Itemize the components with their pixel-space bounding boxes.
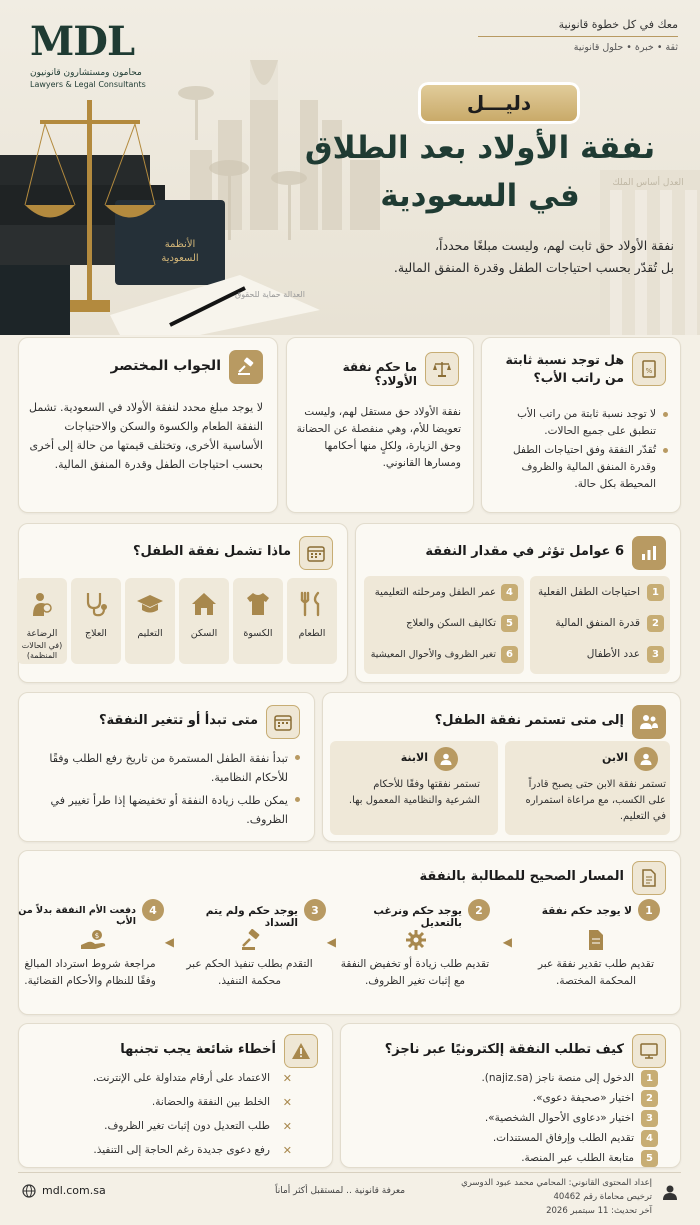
path-step-body: مراجعة شروط استرداد المبالغ وفقًا للنظام والأحكام القضائية. xyxy=(24,958,156,987)
category-food xyxy=(287,578,337,664)
factor-label: عدد الأطفال xyxy=(586,648,640,660)
hero-desc-line1: نفقة الأولاد حق ثابت لهم، وليست مبلغًا محدداً، xyxy=(435,238,674,253)
ruling-title: ما حكم نفقة الأولاد؟ xyxy=(342,360,417,388)
najiz-step-num: 3 xyxy=(641,1110,658,1127)
short-answer-card xyxy=(18,337,278,513)
includes-title: ماذا تشمل نفقة الطفل؟ xyxy=(132,544,291,559)
footer-license: ترخيص محاماة رقم 40462 xyxy=(553,1192,652,1202)
globe-icon xyxy=(22,1184,36,1198)
x-icon: ✕ xyxy=(282,1096,292,1109)
path-step-body: تقديم طلب زيادة أو تخفيض النفقة مع إثبات تغير الظروف. xyxy=(340,958,490,987)
path-title: المسار الصحيح للمطالبة بالنفقة xyxy=(419,869,624,884)
graduation-cap-icon xyxy=(136,590,164,618)
daughter-title: الابنة xyxy=(400,751,428,764)
tagline-divider xyxy=(478,36,678,37)
category-label: السكن xyxy=(190,628,218,639)
guide-badge xyxy=(418,82,580,124)
fixed-bullet-2: تُقدّر النفقة وفق احتياجات الطفل وقدرة المنفق المالية والظروف المحيطة بكل حالة. xyxy=(490,442,668,493)
start-title: متى تبدأ أو تتغير النفقة؟ xyxy=(98,713,258,728)
tagline-sub: ثقة • خبرة • حلول قانونية xyxy=(573,42,678,53)
footer-divider xyxy=(18,1172,681,1173)
najiz-step-label: اختيار «دعاوى الأحوال الشخصية». xyxy=(484,1112,634,1124)
gavel-icon xyxy=(240,929,262,951)
stethoscope-icon xyxy=(82,590,110,618)
factor-label: تكاليف السكن والعلاج xyxy=(406,618,496,629)
arrow-icon: ◀ xyxy=(326,935,336,949)
hero-title-line2: في السعودية xyxy=(380,178,580,214)
son-avatar-icon xyxy=(634,747,658,771)
factor-num: 1 xyxy=(647,584,664,601)
ruling-card xyxy=(286,337,474,513)
hero-title-line1: نفقة الأولاد بعد الطلاق xyxy=(304,130,656,166)
path-step-title: دفعت الأم النفقة بدلاً من الأب xyxy=(18,905,136,927)
factor-num: 3 xyxy=(647,646,664,663)
najiz-step-label: متابعة الطلب عبر المنصة. xyxy=(521,1152,634,1164)
monitor-icon xyxy=(632,1034,666,1068)
category-medical xyxy=(71,578,121,664)
najiz-step-label: تقديم الطلب وإرفاق المستندات. xyxy=(492,1132,634,1144)
category-label: العلاج xyxy=(85,628,107,639)
warning-icon xyxy=(284,1034,318,1068)
footer-author: إعداد المحتوى القانوني: المحامي محمد عبود الدوسري xyxy=(461,1178,652,1188)
mistakes-title: أخطاء شائعة يجب تجنبها xyxy=(120,1042,276,1057)
document-icon xyxy=(632,861,666,895)
factor-label: تغير الظروف والأحوال المعيشية xyxy=(370,649,496,660)
fixed-title-2: من راتب الأب؟ xyxy=(533,370,624,385)
start-bullet-1: تبدأ نفقة الطفل المستمرة من تاريخ رفع الطلب وفقًا للأحكام النظامية. xyxy=(30,749,300,787)
najiz-step-num: 2 xyxy=(641,1090,658,1107)
person-icon xyxy=(662,1184,678,1200)
paper-label: العدالة حماية للحقوق xyxy=(235,290,305,299)
utensils-icon xyxy=(298,590,326,618)
mistake-item: رفع دعوى جديدة رغم الحاجة إلى التنفيذ. xyxy=(93,1144,270,1156)
path-step-number: 2 xyxy=(468,899,490,921)
wall-inscription: العدل أساس الملك xyxy=(612,178,684,188)
son-title: الابن xyxy=(602,751,628,764)
path-step-title: يوجد حكم ولم يتم السداد xyxy=(205,905,298,929)
factors-card xyxy=(355,523,681,683)
x-icon: ✕ xyxy=(282,1120,292,1133)
son-body: تستمر نفقة الابن حتى يصبح قادراً على الكسب، مع مراعاة استمراره في التعليم. xyxy=(525,779,666,822)
duration-title: إلى متى تستمر نفقة الطفل؟ xyxy=(434,713,624,728)
category-nursing xyxy=(17,578,67,664)
najiz-step-label: الدخول إلى منصة ناجز (najiz.sa). xyxy=(481,1072,634,1084)
najiz-card xyxy=(340,1023,681,1168)
path-step-body: التقدم بطلب تنفيذ الحكم عبر محكمة التنفيذ. xyxy=(186,958,313,987)
users-icon xyxy=(632,705,666,739)
start-card xyxy=(18,692,315,842)
shirt-icon xyxy=(244,590,272,618)
daughter-body: تستمر نفقتها وفقًا للأحكام الشرعية والنظامية المعمول بها. xyxy=(348,779,480,806)
guide-badge-label: دليـــل xyxy=(466,91,532,115)
document-icon xyxy=(587,929,605,951)
tagline-main: معك في كل خطوة قانونية xyxy=(558,18,678,31)
brand-sub-ar: محامون ومستشارون قانونيون xyxy=(30,68,142,78)
category-clothing xyxy=(233,578,283,664)
answer-title: الجواب المختصر xyxy=(110,358,221,374)
category-education xyxy=(125,578,175,664)
fixed-title-1: هل توجد نسبة ثابتة xyxy=(505,352,624,367)
path-step-title: يوجد حكم ونرغب بالتعديل xyxy=(373,905,462,929)
mother-baby-icon xyxy=(28,590,56,618)
fixed-percentage-card xyxy=(481,337,681,513)
path-step-body: تقديم طلب تقدير نفقة عبر المحكمة المختصة. xyxy=(537,958,654,987)
ruling-body: نفقة الأولاد حق مستقل لهم، وليست تعويضا للأم، وهي منفصلة عن الحضانة وحق الزيارة، ولكلٍ منها أحكامها ومسارها القانوني. xyxy=(296,406,461,469)
calendar-icon xyxy=(299,536,333,570)
category-label: التعليم xyxy=(137,628,163,639)
claim-path-card xyxy=(18,850,681,1015)
factor-label: عمر الطفل ومرحلته التعليمية xyxy=(374,587,496,598)
path-step-number: 3 xyxy=(304,899,326,921)
category-note: المنظمة) xyxy=(26,651,58,660)
x-icon: ✕ xyxy=(282,1144,292,1157)
footer-site-link[interactable]: mdl.com.sa xyxy=(42,1184,106,1197)
bar-chart-icon xyxy=(632,536,666,570)
najiz-step-num: 5 xyxy=(641,1150,658,1167)
footer-slogan: معرفة قانونية .. لمستقبل أكثر أماناً xyxy=(274,1186,406,1196)
svg-text:$: $ xyxy=(94,932,100,940)
mistake-item: الاعتماد على أرقام متداولة على الإنترنت. xyxy=(92,1072,270,1084)
svg-text:%: % xyxy=(645,367,653,375)
calendar-icon xyxy=(266,705,300,739)
factor-label: احتياجات الطفل الفعلية xyxy=(538,586,640,598)
mistake-item: الخلط بين النفقة والحضانة. xyxy=(151,1096,270,1108)
category-label: الرضاعة xyxy=(26,629,58,639)
najiz-step-label: اختيار «صحيفة دعوى». xyxy=(532,1092,634,1104)
gavel-icon xyxy=(229,350,263,384)
category-note: (في الحالات xyxy=(21,641,63,650)
answer-body: لا يوجد مبلغ محدد لنفقة الأولاد في السعودية. تشمل النفقة الطعام والكسوة والسكن والاحتياجات الأساسية الأخرى، وتختلف قيمتها من حالة إلى أخرى بحسب احتياجات الطفل وقدرة المنفق المالية. xyxy=(28,401,263,471)
path-step-number: 4 xyxy=(142,899,164,921)
book-label: الأنظمة السعودية xyxy=(161,239,199,264)
brand-sub-en: Lawyers & Legal Consultants xyxy=(30,80,146,89)
duration-card xyxy=(322,692,681,842)
category-label: الكسوة xyxy=(243,628,273,639)
arrow-icon: ◀ xyxy=(164,935,174,949)
factor-num: 5 xyxy=(501,615,518,632)
money-hand-icon xyxy=(80,929,108,951)
hero-desc-line2: بل تُقدّر بحسب احتياجات الطفل وقدرة المنفق المالية. xyxy=(393,260,674,275)
start-bullet-2: يمكن طلب زيادة النفقة أو تخفيضها إذا طرأ تغيير في الظروف. xyxy=(30,791,300,829)
mistakes-card xyxy=(18,1023,333,1168)
najiz-title: كيف تطلب النفقة إلكترونيًا عبر ناجز؟ xyxy=(384,1042,624,1057)
factor-num: 4 xyxy=(501,584,518,601)
x-icon: ✕ xyxy=(282,1072,292,1085)
factor-num: 6 xyxy=(501,646,518,663)
factor-label: قدرة المنفق المالية xyxy=(555,617,640,629)
category-housing xyxy=(179,578,229,664)
category-label: الطعام xyxy=(298,628,326,639)
najiz-step-num: 4 xyxy=(641,1130,658,1147)
factors-title: 6 عوامل تؤثر في مقدار النفقة xyxy=(425,544,624,559)
fixed-bullet-1: لا توجد نسبة ثابتة من راتب الأب تنطبق على جميع الحالات. xyxy=(490,406,668,440)
house-icon xyxy=(190,590,218,618)
percent-document-icon xyxy=(632,352,666,386)
najiz-step-num: 1 xyxy=(641,1070,658,1087)
mistake-item: طلب التعديل دون إثبات تغير الظروف. xyxy=(104,1120,270,1132)
includes-card xyxy=(18,523,348,683)
daughter-avatar-icon xyxy=(434,747,458,771)
gear-icon xyxy=(405,929,427,951)
path-step-title: لا يوجد حكم نفقة xyxy=(541,905,632,917)
path-step-number: 1 xyxy=(638,899,660,921)
footer-updated: آخر تحديث: 11 سبتمبر 2026 xyxy=(546,1206,652,1216)
arrow-icon: ◀ xyxy=(502,935,512,949)
factor-num: 2 xyxy=(647,615,664,632)
scale-icon xyxy=(425,352,459,386)
brand-logo: MDL xyxy=(30,18,135,65)
